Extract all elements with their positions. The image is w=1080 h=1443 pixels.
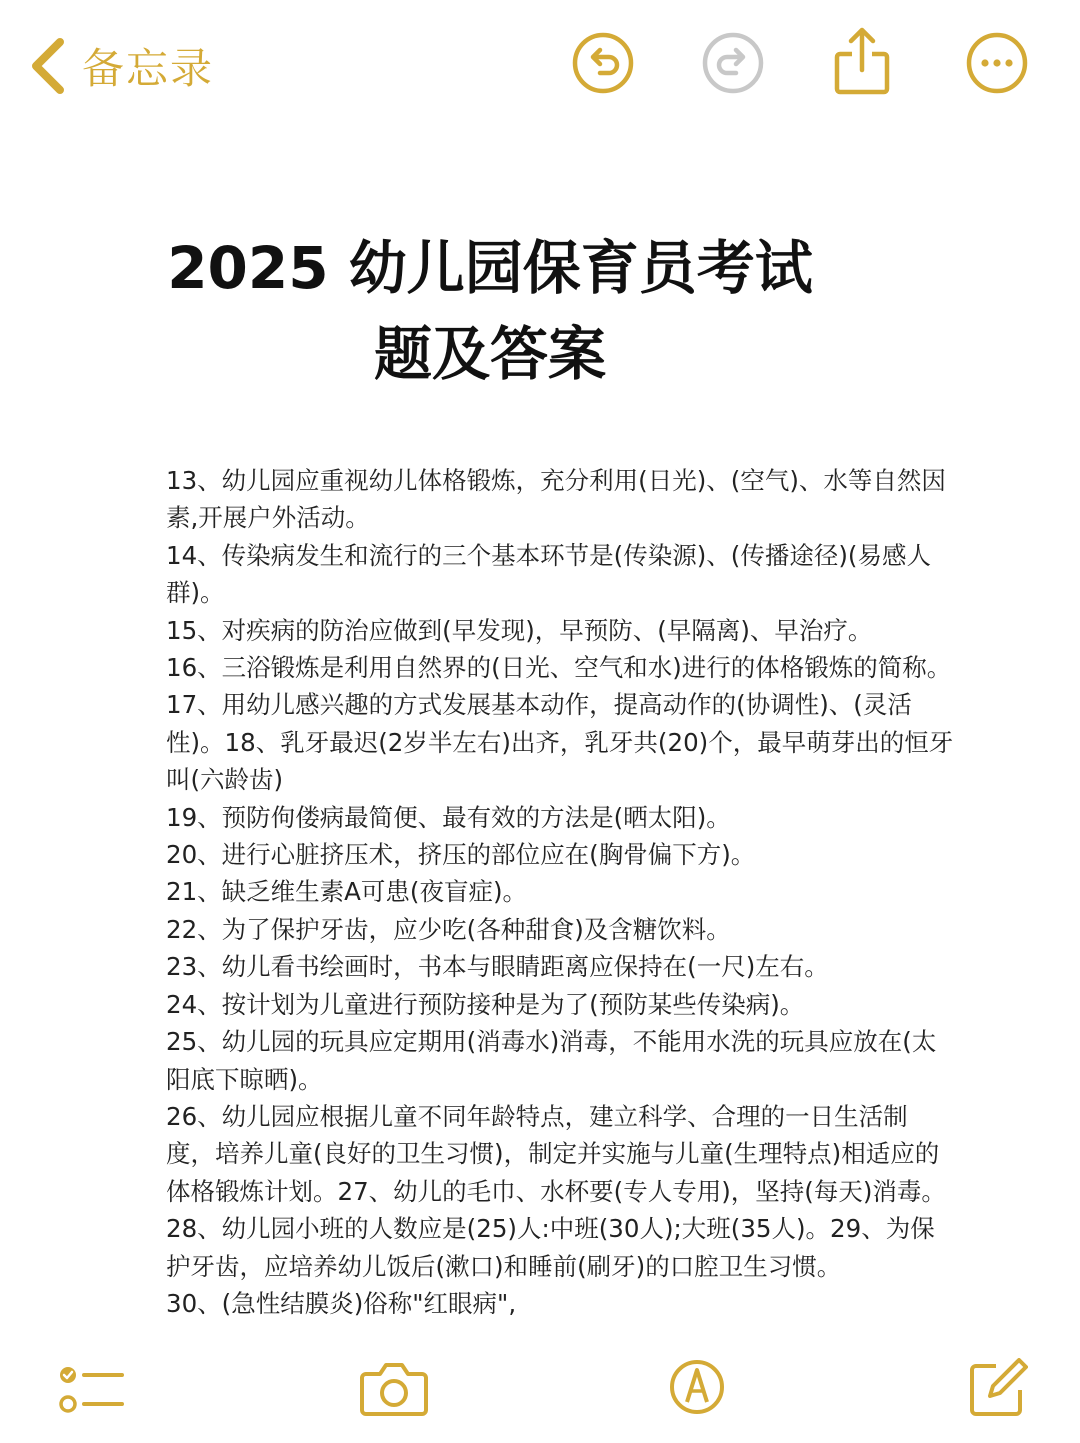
share-icon[interactable] bbox=[830, 26, 894, 96]
redo-icon[interactable] bbox=[700, 30, 766, 96]
note-paragraph: 24、按计划为儿童进行预防接种是为了(预防某些传染病)。 bbox=[166, 989, 805, 1019]
note-body[interactable] bbox=[166, 462, 956, 1322]
chevron-left-icon bbox=[28, 36, 68, 96]
note-title[interactable] bbox=[0, 225, 980, 397]
note-paragraph: 20、进行心脏挤压术，挤压的部位应在(胸骨偏下方)。 bbox=[166, 840, 756, 870]
note-title-line-1: 2025 幼儿园保育员考试 bbox=[167, 234, 813, 302]
note-paragraph: 25、幼儿园的玩具应定期用(消毒水)消毒，不能用水洗的玩具应放在(太阳底下晾晒)。 bbox=[166, 1027, 937, 1094]
back-label: 备忘录 bbox=[82, 44, 215, 93]
note-paragraph: 28、幼儿园小班的人数应是(25)人:中班(30人);大班(35人)。29、为保护牙齿，应培养幼儿饭后(漱口)和睡前(刷牙)的口腔卫生习惯。 bbox=[166, 1214, 935, 1281]
checklist-icon[interactable] bbox=[56, 1362, 126, 1418]
note-paragraph: 15、对疾病的防治应做到(早发现)，早预防、(早隔离)、早治疗。 bbox=[166, 615, 873, 645]
note-paragraph: 14、传染病发生和流行的三个基本环节是(传染源)、(传播途径)(易感人群)。 bbox=[166, 540, 931, 608]
undo-icon[interactable] bbox=[570, 30, 636, 96]
note-paragraph: 13、幼儿园应重视幼儿体格锻炼，充分利用(日光)、(空气)、水等自然因素,开展户外活动。 bbox=[166, 466, 946, 533]
note-paragraph: 30、(急性结膜炎)俗称"红眼病", bbox=[166, 1288, 517, 1318]
note-paragraph: 23、幼儿看书绘画时，书本与眼睛距离应保持在(一尺)左右。 bbox=[166, 952, 829, 982]
markup-icon[interactable] bbox=[668, 1358, 726, 1416]
note-paragraph: 19、预防佝偻病最简便、最有效的方法是(晒太阳)。 bbox=[166, 802, 731, 832]
note-paragraph: 26、幼儿园应根据儿童不同年龄特点，建立科学、合理的一日生活制度，培养儿童(良好的卫生习惯)，制定并实施与儿童(生理特点)相适应的体格锻炼计划。27、幼儿的毛巾、水杯要(专人专用)，坚持(每天)消毒。 bbox=[166, 1101, 946, 1206]
compose-icon[interactable] bbox=[966, 1358, 1028, 1420]
back-button[interactable] bbox=[28, 34, 214, 98]
note-paragraph: 22、为了保护牙齿，应少吃(各种甜食)及含糖饮料。 bbox=[166, 914, 731, 944]
note-paragraph: 16、三浴锻炼是利用自然界的(日光、空气和水)进行的体格锻炼的简称。17、用幼儿感兴趣的方式发展基本动作，提高动作的(协调性)、(灵活性)。18、乳牙最迟(2岁半左右)出齐，乳牙共(20)个，最早萌芽出的恒牙叫(六龄齿) bbox=[166, 653, 954, 795]
more-icon[interactable] bbox=[964, 30, 1030, 96]
bottom-toolbar bbox=[0, 1352, 1080, 1443]
note-title-line-2: 题及答案 bbox=[373, 320, 606, 388]
note-paragraph: 21、缺乏维生素A可患(夜盲症)。 bbox=[166, 877, 528, 907]
camera-icon[interactable] bbox=[358, 1360, 430, 1418]
navigation-bar bbox=[0, 0, 1080, 130]
